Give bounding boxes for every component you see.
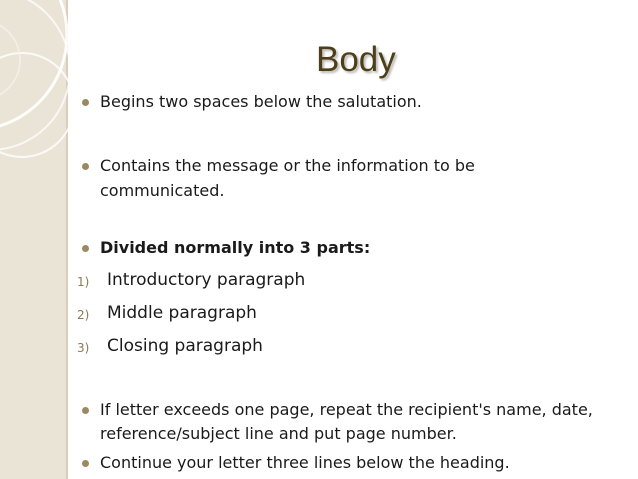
list-number-1: 1)	[77, 275, 90, 289]
list-item-3: Closing paragraph	[107, 336, 263, 356]
bullet-4-line-1: If letter exceeds one page, repeat the recipient's name, date,	[100, 400, 593, 419]
list-number-2: 2)	[77, 308, 90, 322]
list-number-3: 3)	[77, 341, 90, 355]
bullet-1-line-1: Begins two spaces below the salutation.	[100, 92, 422, 111]
bullet-2-line-2: communicated.	[100, 181, 225, 200]
bullet-icon	[82, 163, 89, 170]
slide-title: Body	[316, 40, 396, 79]
bullet-2-line-1: Contains the message or the information to be	[100, 156, 475, 175]
list-item-1: Introductory paragraph	[107, 270, 306, 290]
bullet-5-line-1: Continue your letter three lines below the heading.	[100, 453, 510, 472]
bullet-4-line-2: reference/subject line and put page number.	[100, 424, 457, 443]
bullet-3-line-1: Divided normally into 3 parts:	[100, 238, 371, 257]
bullet-icon	[82, 407, 89, 414]
bullet-icon	[82, 460, 89, 467]
bullet-icon	[82, 99, 89, 106]
bullet-icon	[82, 245, 89, 252]
list-item-2: Middle paragraph	[107, 303, 257, 323]
